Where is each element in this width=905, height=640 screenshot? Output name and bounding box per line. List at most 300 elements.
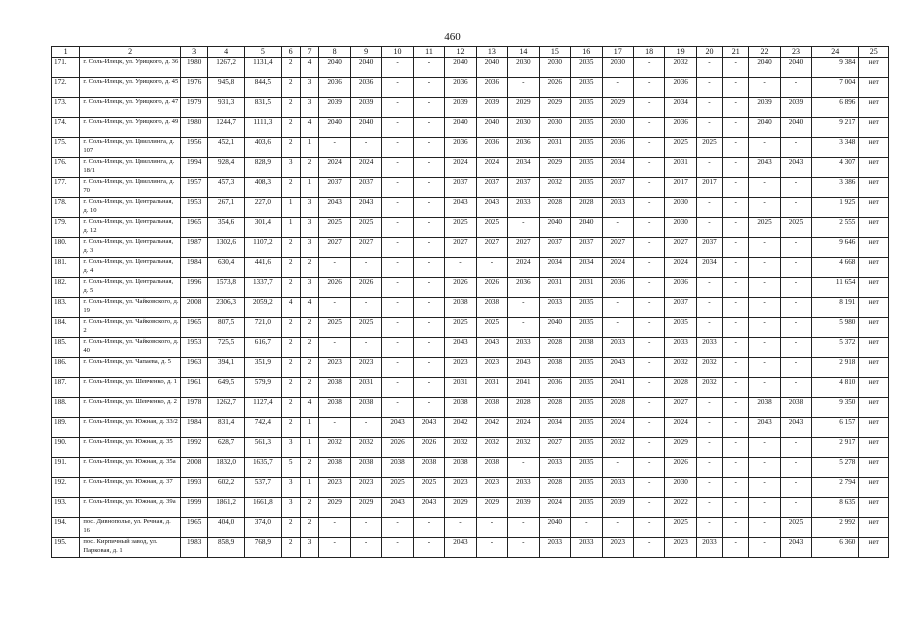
table-cell: - — [723, 238, 749, 258]
table-cell: 5 — [281, 458, 300, 478]
table-cell: 1661,8 — [244, 498, 281, 518]
table-cell: 3 — [300, 538, 319, 558]
table-cell: 1 — [281, 198, 300, 218]
table-cell: 1832,0 — [208, 458, 245, 478]
table-cell: 2043 — [382, 418, 413, 438]
address-cell: г. Соль-Илецк, ул. Центральная, д. 5 — [80, 278, 181, 298]
table-cell: 2030 — [602, 118, 633, 138]
table-cell: 2023 — [476, 358, 507, 378]
table-cell: 2032 — [445, 438, 476, 458]
table-cell: - — [508, 78, 539, 98]
table-cell: 2033 — [508, 338, 539, 358]
table-row — [52, 338, 889, 358]
table-cell: 2 — [300, 378, 319, 398]
table-row — [52, 518, 889, 538]
table-cell: 2028 — [602, 398, 633, 418]
column-header: 4 — [208, 47, 245, 58]
table-cell: 354,6 — [208, 218, 245, 238]
table-cell: 2027 — [319, 238, 350, 258]
table-cell: 2036 — [602, 278, 633, 298]
table-cell: - — [319, 298, 350, 318]
table-cell: 2024 — [508, 258, 539, 278]
address-cell: г. Соль-Илецк, ул. Южная, д. 35 — [80, 438, 181, 458]
table-cell: - — [602, 78, 633, 98]
column-header: 14 — [508, 47, 539, 58]
table-cell: 1 — [300, 478, 319, 498]
table-cell: - — [780, 358, 811, 378]
table-cell: - — [382, 358, 413, 378]
table-cell: 928,4 — [208, 158, 245, 178]
column-header: 13 — [476, 47, 507, 58]
row-number-cell: 184. — [52, 318, 80, 338]
table-cell: 2043 — [780, 538, 811, 558]
table-cell: 1111,3 — [244, 118, 281, 138]
table-cell: 4 — [300, 398, 319, 418]
table-cell: 2025 — [413, 478, 444, 498]
table-cell: нет — [859, 338, 889, 358]
table-cell: - — [780, 458, 811, 478]
table-cell: 630,4 — [208, 258, 245, 278]
total-cell: 4 307 — [812, 158, 859, 178]
table-cell: нет — [859, 478, 889, 498]
table-cell: - — [749, 378, 780, 398]
table-cell: нет — [859, 178, 889, 198]
table-cell: 2026 — [350, 278, 381, 298]
row-number-cell: 189. — [52, 418, 80, 438]
table-cell: - — [633, 318, 664, 338]
table-cell: 1302,6 — [208, 238, 245, 258]
table-cell: нет — [859, 258, 889, 278]
table-cell: 2038 — [445, 298, 476, 318]
table-cell: 2027 — [665, 238, 696, 258]
total-cell: 9 217 — [812, 118, 859, 138]
table-cell: 2040 — [350, 118, 381, 138]
table-cell: 1127,4 — [244, 398, 281, 418]
address-cell: г. Соль-Илецк, ул. Южная, д. 37 — [80, 478, 181, 498]
table-cell: 2043 — [749, 418, 780, 438]
table-cell: 2034 — [696, 258, 722, 278]
table-cell: нет — [859, 298, 889, 318]
table-cell: 2036 — [476, 138, 507, 158]
table-cell: - — [413, 78, 444, 98]
table-cell: 2 — [300, 338, 319, 358]
table-cell: - — [723, 538, 749, 558]
table-cell: 2025 — [749, 218, 780, 238]
table-cell: 2027 — [476, 238, 507, 258]
table-cell: - — [749, 438, 780, 458]
table-cell: 2036 — [445, 78, 476, 98]
table-cell: - — [350, 418, 381, 438]
table-cell: - — [633, 538, 664, 558]
table-cell: 2040 — [749, 58, 780, 78]
table-cell: 2023 — [350, 478, 381, 498]
address-cell: г. Соль-Илецк, ул. Цвиллинга, д. 107 — [80, 138, 181, 158]
table-cell: - — [633, 478, 664, 498]
table-cell: 2043 — [413, 418, 444, 438]
table-cell: 2042 — [445, 418, 476, 438]
table-cell: - — [508, 318, 539, 338]
table-cell: 1131,4 — [244, 58, 281, 78]
table-cell: - — [508, 538, 539, 558]
table-cell: 1956 — [181, 138, 208, 158]
table-cell: - — [413, 298, 444, 318]
table-cell: 374,0 — [244, 518, 281, 538]
table-cell: 2 — [281, 378, 300, 398]
table-cell: - — [633, 278, 664, 298]
table-cell: - — [780, 498, 811, 518]
table-cell: 1 — [281, 218, 300, 238]
table-cell: 2 — [281, 238, 300, 258]
table-cell: - — [382, 278, 413, 298]
table-cell: 2033 — [539, 298, 570, 318]
table-cell: 2039 — [780, 98, 811, 118]
table-cell: - — [749, 318, 780, 338]
table-cell: 768,9 — [244, 538, 281, 558]
table-cell: нет — [859, 418, 889, 438]
page-number: 460 — [444, 31, 461, 43]
table-row — [52, 438, 889, 458]
table-cell: 2034 — [508, 158, 539, 178]
table-cell: 2028 — [539, 478, 570, 498]
table-cell: - — [696, 118, 722, 138]
table-cell: - — [780, 198, 811, 218]
table-cell: нет — [859, 118, 889, 138]
table-cell: 2 — [300, 518, 319, 538]
table-cell: 2023 — [350, 358, 381, 378]
table-cell: 2026 — [539, 78, 570, 98]
table-cell: - — [723, 518, 749, 538]
row-number-cell: 194. — [52, 518, 80, 538]
table-cell: - — [749, 358, 780, 378]
table-cell: - — [382, 58, 413, 78]
column-header: 20 — [696, 47, 722, 58]
row-number-cell: 192. — [52, 478, 80, 498]
table-cell: нет — [859, 78, 889, 98]
total-cell: 8 635 — [812, 498, 859, 518]
table-cell: - — [319, 518, 350, 538]
table-cell: 2036 — [539, 378, 570, 398]
table-cell: 1107,2 — [244, 238, 281, 258]
table-cell: 1 — [300, 418, 319, 438]
address-cell: г. Соль-Илецк, ул. Центральная, д. 10 — [80, 198, 181, 218]
table-cell: - — [633, 138, 664, 158]
table-cell: - — [413, 278, 444, 298]
table-cell: нет — [859, 358, 889, 378]
table-cell: 2031 — [539, 138, 570, 158]
table-cell: 2027 — [602, 238, 633, 258]
table-cell: 2040 — [539, 318, 570, 338]
table-cell: 2034 — [665, 98, 696, 118]
table-cell: 2059,2 — [244, 298, 281, 318]
table-cell: 2027 — [665, 398, 696, 418]
total-cell: 5 980 — [812, 318, 859, 338]
column-header: 12 — [445, 47, 476, 58]
table-cell: 2032 — [319, 438, 350, 458]
table-cell: 2025 — [382, 478, 413, 498]
table-cell: 2028 — [571, 198, 602, 218]
table-cell: 2035 — [571, 158, 602, 178]
table-cell: - — [413, 218, 444, 238]
table-cell: 2032 — [476, 438, 507, 458]
table-cell: 858,9 — [208, 538, 245, 558]
table-cell: - — [723, 498, 749, 518]
table-cell: 2037 — [508, 178, 539, 198]
table-cell: 2023 — [445, 478, 476, 498]
table-cell: - — [382, 318, 413, 338]
table-cell: 2035 — [571, 438, 602, 458]
table-cell: 1999 — [181, 498, 208, 518]
table-cell: 2025 — [696, 138, 722, 158]
table-cell: 2043 — [445, 338, 476, 358]
document-table — [51, 46, 889, 558]
table-cell: 2038 — [319, 398, 350, 418]
table-cell: 2033 — [696, 538, 722, 558]
table-cell: 2033 — [665, 338, 696, 358]
table-cell: 2 — [281, 258, 300, 278]
table-cell: 742,4 — [244, 418, 281, 438]
total-cell: 4 668 — [812, 258, 859, 278]
table-cell: 457,3 — [208, 178, 245, 198]
table-cell: - — [350, 538, 381, 558]
table-row — [52, 158, 889, 178]
total-cell: 3 386 — [812, 178, 859, 198]
table-cell: - — [413, 518, 444, 538]
table-cell: 2032 — [696, 378, 722, 398]
table-cell: 4 — [300, 58, 319, 78]
table-cell: 2025 — [665, 138, 696, 158]
table-cell: 2039 — [508, 498, 539, 518]
table-cell: 1965 — [181, 518, 208, 538]
table-cell: 2025 — [445, 218, 476, 238]
table-cell: 2040 — [539, 518, 570, 538]
table-cell: - — [723, 458, 749, 478]
table-cell: 394,1 — [208, 358, 245, 378]
table-cell: 2039 — [445, 98, 476, 118]
table-cell: - — [508, 458, 539, 478]
table-cell: - — [382, 178, 413, 198]
table-cell: 2025 — [350, 218, 381, 238]
address-cell: г. Соль-Илецк, ул. Урицкого, д. 49 — [80, 118, 181, 138]
table-cell: 2029 — [319, 498, 350, 518]
table-cell: - — [780, 138, 811, 158]
table-row — [52, 378, 889, 398]
table-cell: 2023 — [319, 478, 350, 498]
table-cell: - — [749, 518, 780, 538]
table-cell: - — [780, 378, 811, 398]
table-cell: 2040 — [780, 58, 811, 78]
table-cell: 721,0 — [244, 318, 281, 338]
table-cell: 2024 — [319, 158, 350, 178]
column-header: 11 — [413, 47, 444, 58]
table-cell: - — [633, 258, 664, 278]
table-cell: 2008 — [181, 458, 208, 478]
table-cell: 2029 — [508, 98, 539, 118]
table-cell: 2026 — [445, 278, 476, 298]
table-cell: - — [723, 78, 749, 98]
table-cell: 1965 — [181, 218, 208, 238]
table-cell: - — [749, 478, 780, 498]
table-cell: - — [633, 218, 664, 238]
table-cell: 2036 — [319, 78, 350, 98]
row-number-cell: 180. — [52, 238, 80, 258]
table-cell: - — [602, 298, 633, 318]
table-cell: нет — [859, 378, 889, 398]
table-cell: нет — [859, 218, 889, 238]
table-cell: - — [633, 378, 664, 398]
table-cell: 2038 — [476, 398, 507, 418]
table-cell: 2038 — [539, 358, 570, 378]
table-cell: - — [749, 258, 780, 278]
table-cell: - — [633, 518, 664, 538]
table-cell: - — [749, 338, 780, 358]
table-cell: 1983 — [181, 538, 208, 558]
table-cell: 2037 — [319, 178, 350, 198]
table-cell: 2 — [281, 278, 300, 298]
table-cell: 2035 — [571, 58, 602, 78]
address-cell: г. Соль-Илецк, ул. Цвиллинга, д. 18/1 — [80, 158, 181, 178]
table-cell: 2040 — [319, 58, 350, 78]
table-cell: 2038 — [319, 458, 350, 478]
table-cell: - — [749, 178, 780, 198]
table-cell: 2037 — [476, 178, 507, 198]
table-cell: 2025 — [780, 518, 811, 538]
table-cell: - — [696, 158, 722, 178]
table-cell: 2027 — [508, 238, 539, 258]
table-cell: - — [571, 518, 602, 538]
table-cell: 3 — [300, 218, 319, 238]
table-cell: - — [723, 198, 749, 218]
table-cell: 2023 — [476, 478, 507, 498]
table-cell: 2038 — [445, 458, 476, 478]
column-header: 6 — [281, 47, 300, 58]
table-cell: 2033 — [696, 338, 722, 358]
table-cell: 2038 — [445, 398, 476, 418]
table-cell: 2 — [300, 498, 319, 518]
row-number-cell: 185. — [52, 338, 80, 358]
table-cell: 1984 — [181, 418, 208, 438]
table-cell: 2030 — [539, 58, 570, 78]
column-header: 1 — [52, 47, 80, 58]
table-cell: 2043 — [780, 158, 811, 178]
table-cell: 2034 — [571, 258, 602, 278]
table-cell: 2030 — [508, 58, 539, 78]
table-body — [52, 58, 889, 558]
address-cell: г. Соль-Илецк, ул. Шевченко, д. 1 — [80, 378, 181, 398]
table-cell: 2032 — [539, 178, 570, 198]
table-cell: 3 — [281, 478, 300, 498]
address-cell: г. Соль-Илецк, ул. Чайковского, д. 19 — [80, 298, 181, 318]
row-number-cell: 177. — [52, 178, 80, 198]
table-cell: 2 — [300, 258, 319, 278]
table-cell: 2017 — [696, 178, 722, 198]
table-cell: 2043 — [476, 198, 507, 218]
table-cell: 2038 — [571, 338, 602, 358]
table-cell: 1980 — [181, 58, 208, 78]
table-cell: - — [696, 218, 722, 238]
table-cell: 2040 — [476, 118, 507, 138]
table-cell: - — [633, 398, 664, 418]
table-cell: 227,0 — [244, 198, 281, 218]
table-cell: 2024 — [665, 258, 696, 278]
table-cell: - — [476, 258, 507, 278]
table-cell: - — [723, 278, 749, 298]
table-cell: 2039 — [350, 98, 381, 118]
table-cell: 2035 — [571, 178, 602, 198]
table-cell: 2043 — [350, 198, 381, 218]
table-cell: - — [696, 198, 722, 218]
table-cell: 2038 — [476, 458, 507, 478]
table-cell: - — [633, 498, 664, 518]
table-cell: 2025 — [476, 318, 507, 338]
table-cell: 1963 — [181, 358, 208, 378]
table-cell: 2040 — [571, 218, 602, 238]
table-cell: - — [633, 338, 664, 358]
table-cell: 1635,7 — [244, 458, 281, 478]
table-cell: - — [476, 538, 507, 558]
row-number-cell: 171. — [52, 58, 80, 78]
table-cell: - — [382, 258, 413, 278]
table-cell: 3 — [300, 198, 319, 218]
table-cell: 2032 — [508, 438, 539, 458]
table-cell: - — [780, 238, 811, 258]
table-cell: 4 — [300, 298, 319, 318]
table-cell: 2023 — [445, 358, 476, 378]
table-cell: 2033 — [571, 538, 602, 558]
table-cell: 267,1 — [208, 198, 245, 218]
table-cell: 3 — [300, 78, 319, 98]
table-cell: 2026 — [319, 278, 350, 298]
table-cell: - — [696, 58, 722, 78]
table-cell: нет — [859, 58, 889, 78]
table-cell: 2023 — [319, 358, 350, 378]
table-cell: нет — [859, 318, 889, 338]
table-cell: 2030 — [665, 198, 696, 218]
table-cell: 3 — [300, 98, 319, 118]
table-cell: 4 — [300, 118, 319, 138]
table-cell: - — [749, 538, 780, 558]
table-cell: 1993 — [181, 478, 208, 498]
table-cell: 1262,7 — [208, 398, 245, 418]
table-cell: 2036 — [602, 138, 633, 158]
table-cell: 2032 — [350, 438, 381, 458]
table-cell: 2023 — [602, 538, 633, 558]
table-cell: 2035 — [571, 138, 602, 158]
table-cell: - — [696, 98, 722, 118]
table-cell: - — [780, 478, 811, 498]
table-cell: 2033 — [539, 458, 570, 478]
table-cell: 2025 — [476, 218, 507, 238]
column-header: 24 — [812, 47, 859, 58]
table-cell: 1244,7 — [208, 118, 245, 138]
column-header: 21 — [723, 47, 749, 58]
table-cell: 2038 — [350, 398, 381, 418]
table-cell: 2029 — [665, 438, 696, 458]
table-cell: - — [633, 198, 664, 218]
table-cell: 2035 — [571, 318, 602, 338]
table-cell: 1 — [300, 438, 319, 458]
table-cell: 1994 — [181, 158, 208, 178]
table-cell: 2030 — [602, 58, 633, 78]
total-cell: 2 992 — [812, 518, 859, 538]
table-cell: - — [382, 378, 413, 398]
row-number-cell: 187. — [52, 378, 80, 398]
table-cell: 2040 — [319, 118, 350, 138]
table-cell: 351,9 — [244, 358, 281, 378]
table-cell: 2038 — [319, 378, 350, 398]
table-cell: - — [780, 338, 811, 358]
table-cell: - — [413, 198, 444, 218]
table-cell: - — [633, 458, 664, 478]
